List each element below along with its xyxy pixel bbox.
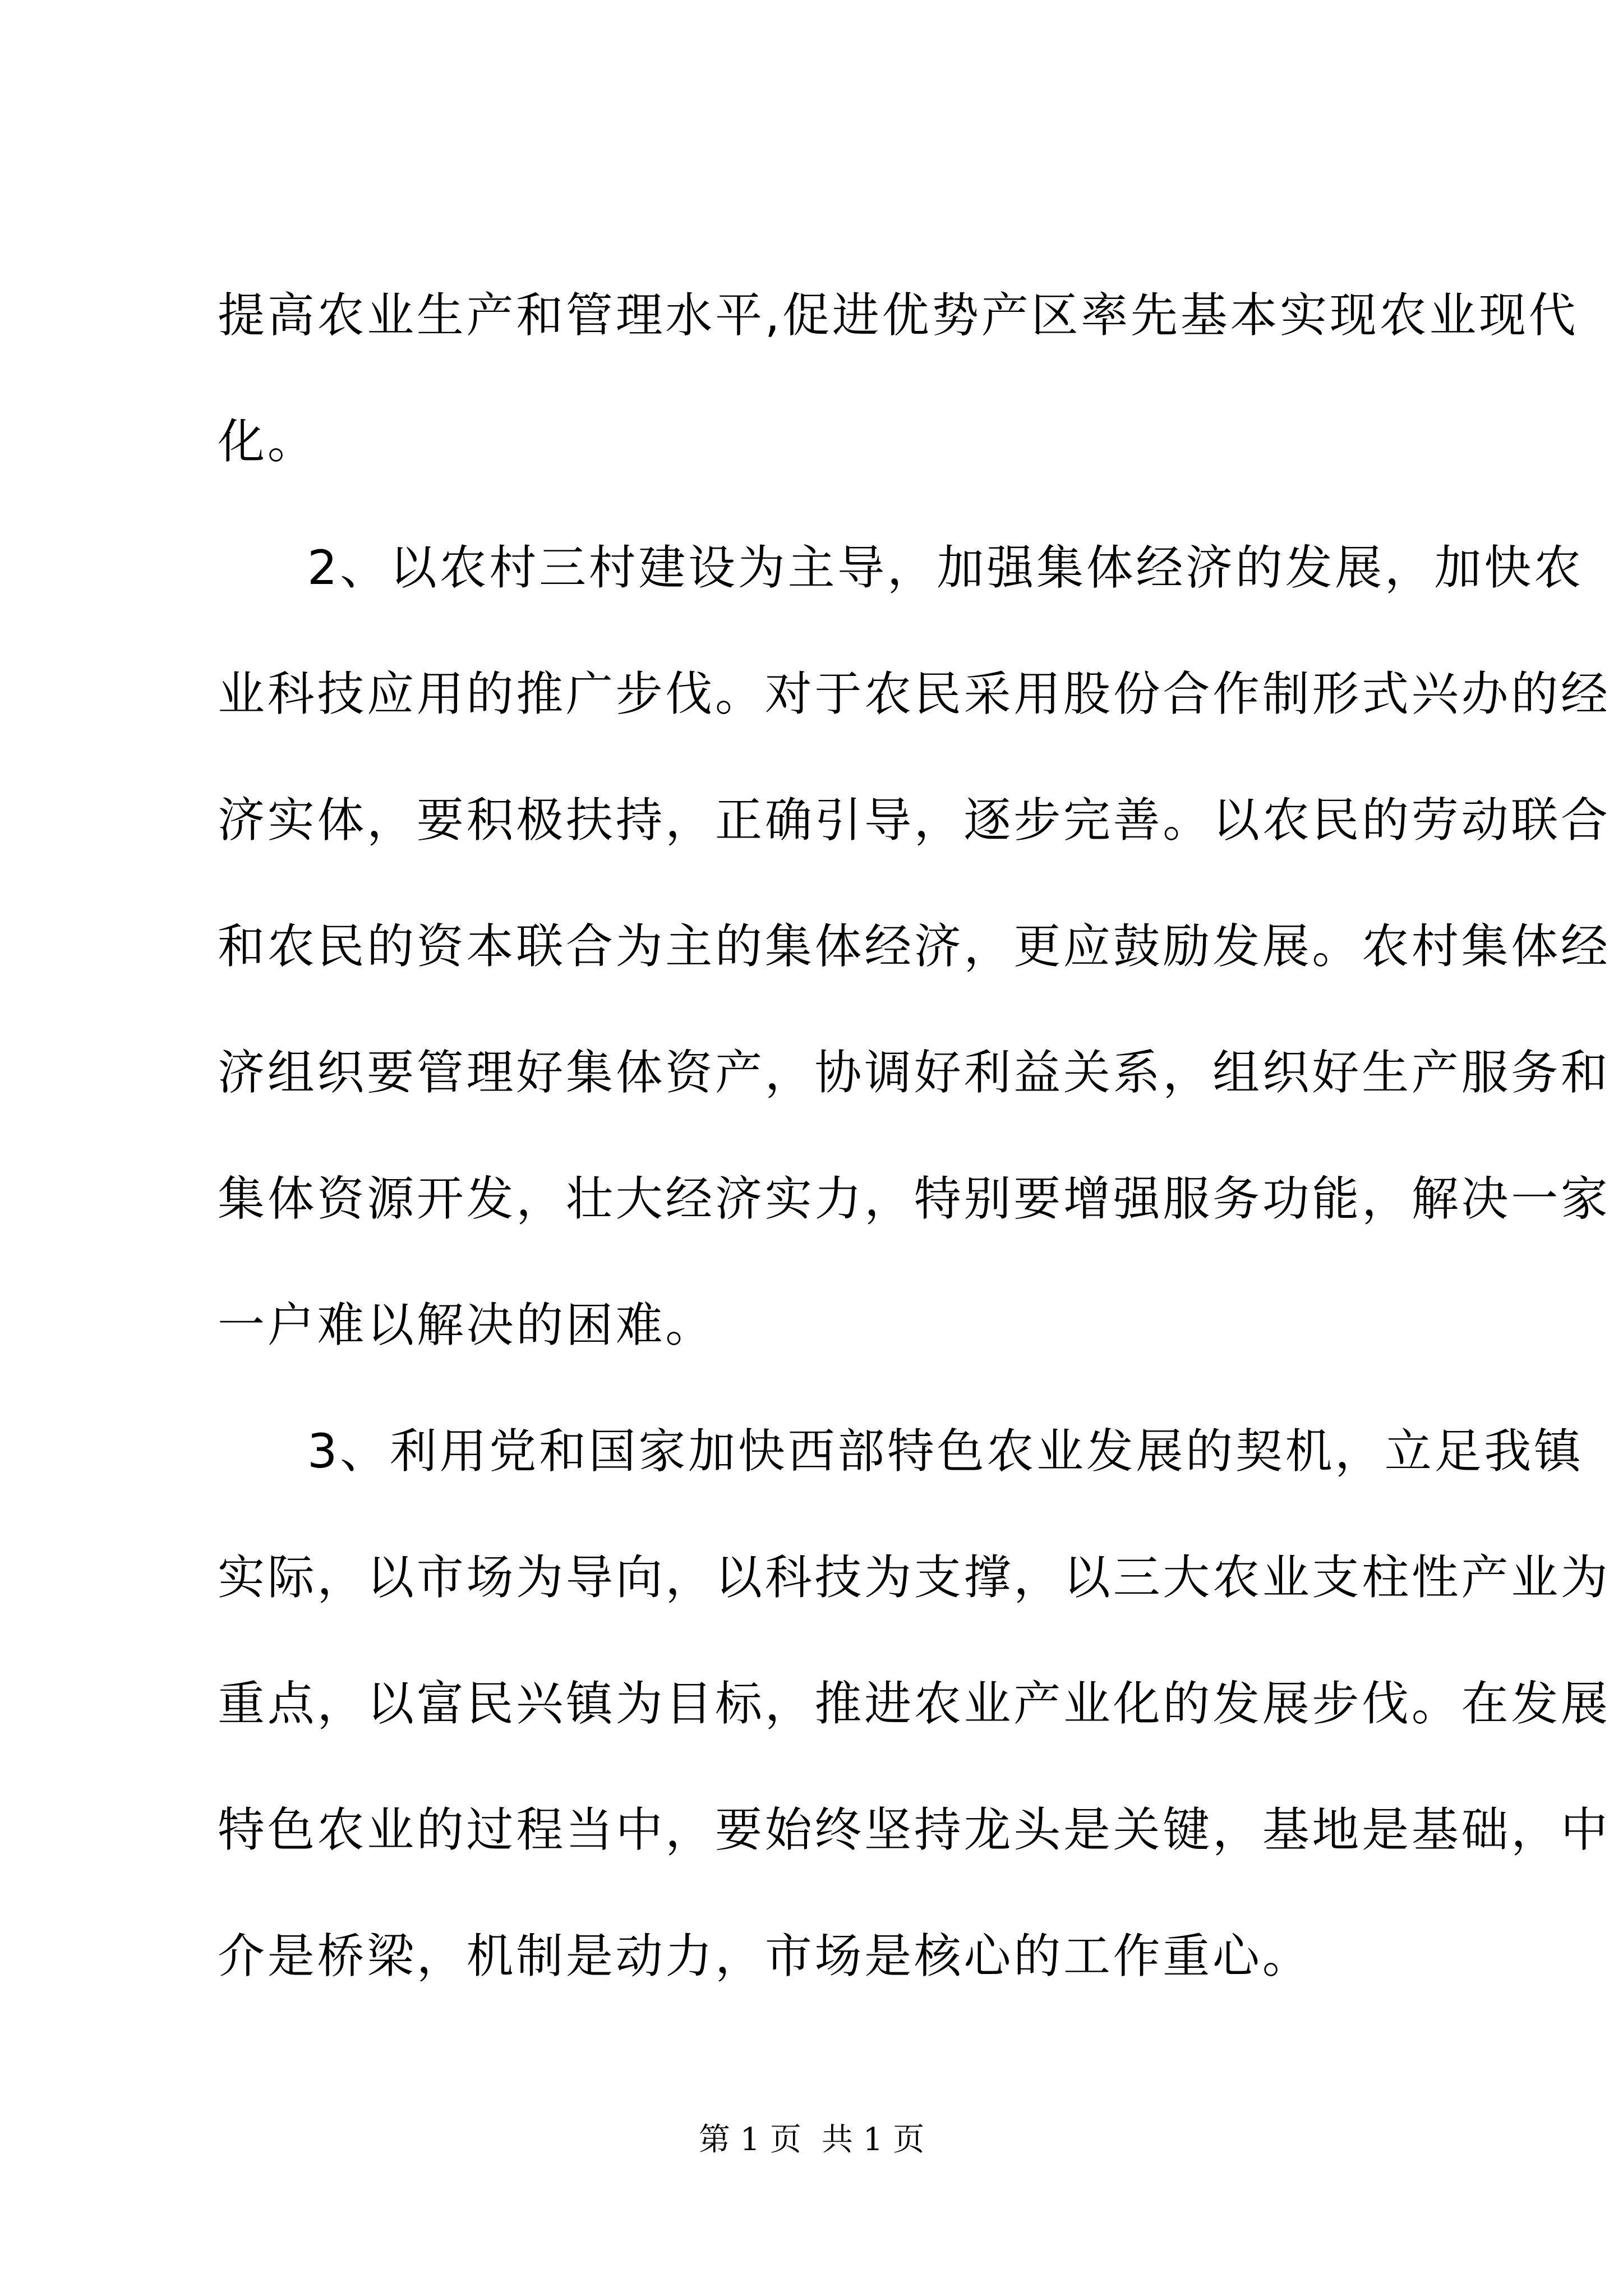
text-line: 和农民的资本联合为主的集体经济，更应鼓励发展。农村集体经 bbox=[218, 919, 1611, 974]
paragraph-3-first-line: 3、利用党和国家加快西部特色农业发展的契机，立足我镇 bbox=[307, 1424, 1584, 1479]
text-line: 化。 bbox=[218, 414, 317, 469]
page-number-current: 第 1 页 bbox=[698, 2122, 801, 2158]
page-footer bbox=[0, 2120, 1623, 2160]
text-line: 特色农业的过程当中，要始终坚持龙头是关键，基地是基础，中 bbox=[218, 1802, 1611, 1857]
text-line: 业科技应用的推广步伐。对于农民采用股份合作制形式兴办的经 bbox=[218, 666, 1611, 721]
text-line: 济实体，要积极扶持，正确引导，逐步完善。以农民的劳动联合 bbox=[218, 793, 1611, 848]
text-line: 提高农业生产和管理水平,促进优势产区率先基本实现农业现代 bbox=[218, 288, 1579, 343]
text-line: 集体资源开发，壮大经济实力，特别要增强服务功能，解决一家 bbox=[218, 1171, 1611, 1226]
text-line: 一户难以解决的困难。 bbox=[218, 1297, 716, 1352]
text-line: 重点，以富民兴镇为目标，推进农业产业化的发展步伐。在发展 bbox=[218, 1676, 1611, 1731]
page-number-total: 共 1 页 bbox=[822, 2122, 925, 2158]
text-line: 介是桥梁，机制是动力，市场是核心的工作重心。 bbox=[218, 1929, 1312, 1984]
text-line: 实际，以市场为导向，以科技为支撑，以三大农业支柱性产业为 bbox=[218, 1550, 1611, 1605]
document-body bbox=[218, 252, 1611, 2019]
text-line: 济组织要管理好集体资产，协调好利益关系，组织好生产服务和 bbox=[218, 1045, 1611, 1100]
paragraph-2-first-line: 2、以农村三村建设为主导，加强集体经济的发展，加快农 bbox=[307, 540, 1584, 595]
